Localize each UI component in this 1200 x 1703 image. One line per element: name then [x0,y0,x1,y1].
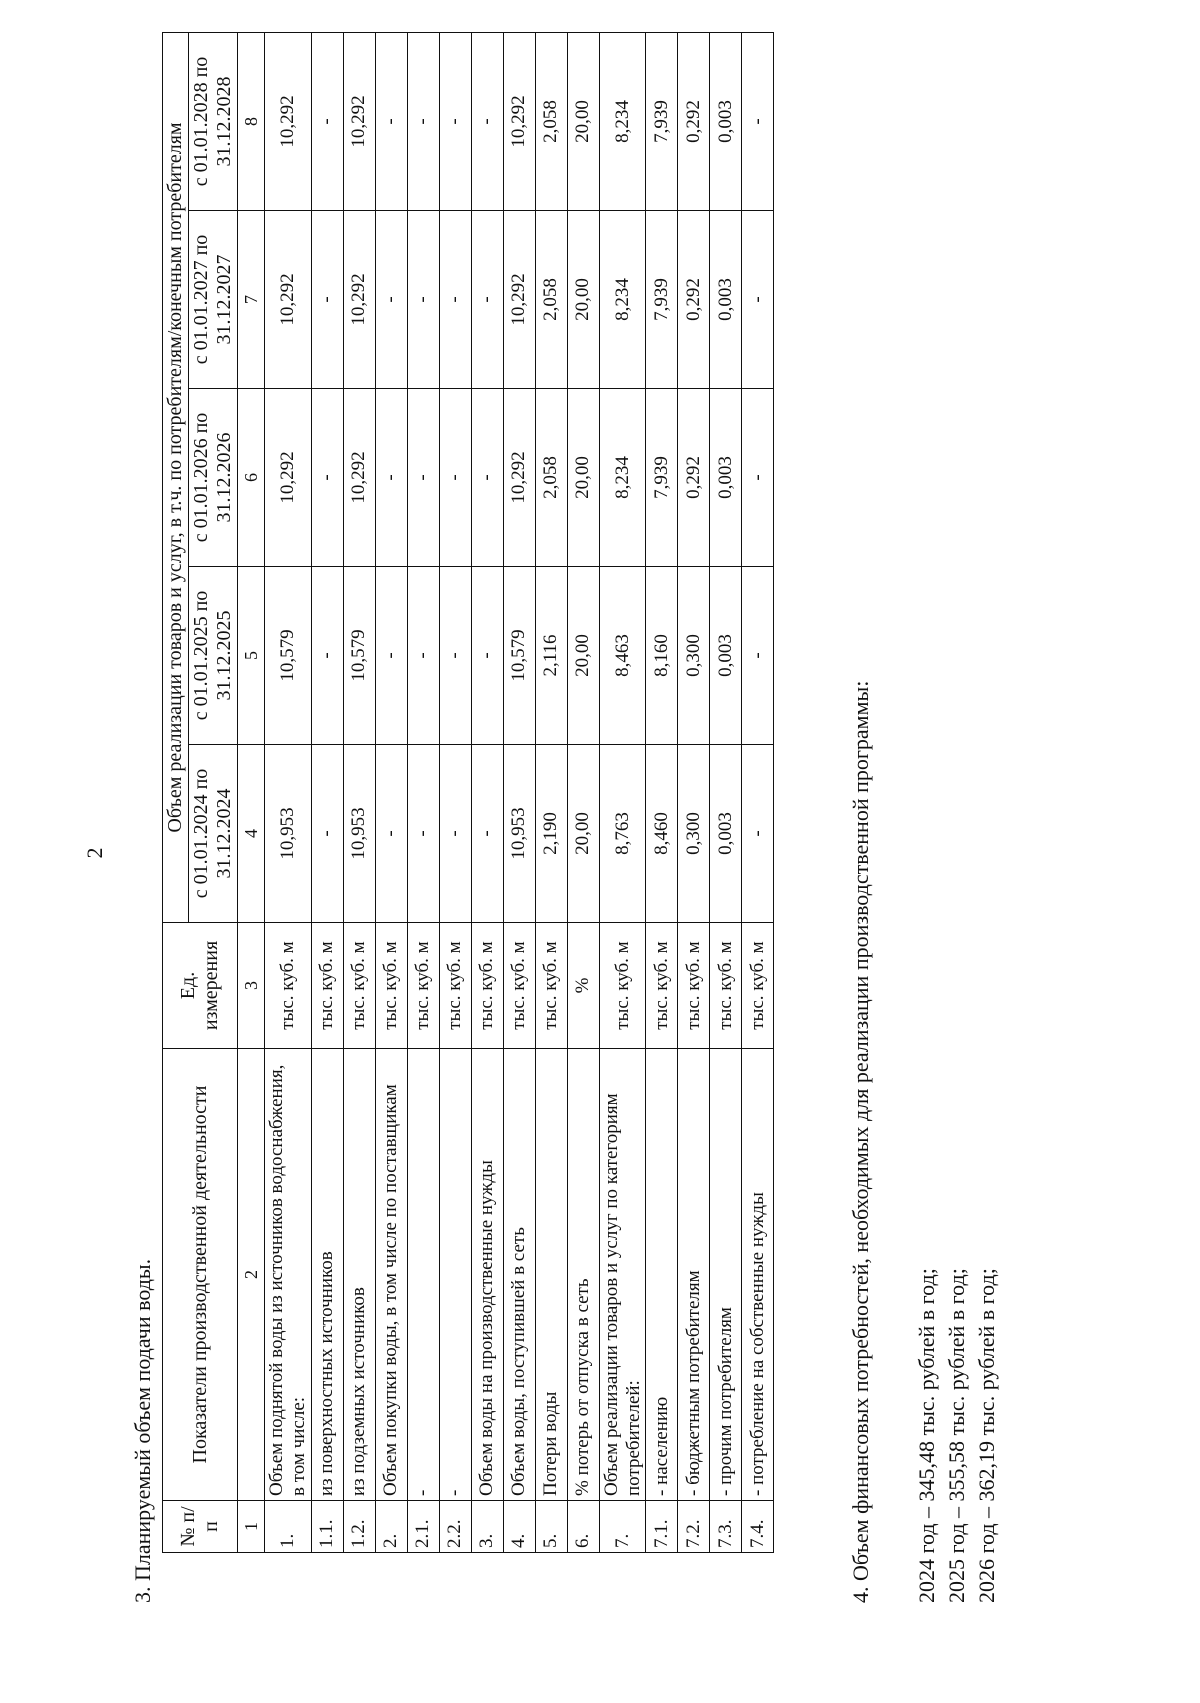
table-row [599,33,646,1553]
table-row [567,33,599,1553]
row-value: - [311,211,343,389]
row-value: - [407,211,439,389]
header-period: с 01.01.2025 по 31.12.2025 [189,567,238,745]
row-indicator: - [407,1049,439,1501]
row-unit: тыс. куб. м [742,923,774,1049]
water-supply-table [162,32,774,1553]
row-value: - [742,33,774,211]
row-value: 0,003 [710,745,742,923]
financial-needs-list [912,1268,1002,1603]
row-value: 7,939 [646,389,678,567]
row-value: 2,058 [535,389,567,567]
row-unit: % [567,923,599,1049]
column-index: 8 [238,33,265,211]
row-value: - [311,389,343,567]
section-3-title: 3. Планируемый объем подачи воды. [130,1258,155,1603]
row-value: - [407,389,439,567]
row-value: 0,292 [678,389,710,567]
row-value: - [407,567,439,745]
row-indicator: Объем реализации товаров и услуг по категориям потребителей: [599,1049,646,1501]
row-value: - [742,567,774,745]
column-index: 2 [238,1049,265,1501]
row-unit: тыс. куб. м [407,923,439,1049]
row-unit: тыс. куб. м [599,923,646,1049]
row-value: - [471,389,503,567]
row-value: 2,058 [535,211,567,389]
row-value: 8,234 [599,33,646,211]
row-indicator: Объем воды на производственные нужды [471,1049,503,1501]
row-value: - [742,211,774,389]
table-row [646,33,678,1553]
row-value: 10,292 [265,33,312,211]
column-index: 5 [238,567,265,745]
row-value: - [375,389,407,567]
row-value: 7,939 [646,33,678,211]
table-row [407,33,439,1553]
row-indicator: - [439,1049,471,1501]
column-index: 7 [238,211,265,389]
row-value: - [439,745,471,923]
row-value: 0,003 [710,389,742,567]
row-value: 8,234 [599,211,646,389]
row-value: - [311,567,343,745]
row-value: - [407,33,439,211]
water-supply-table-container [162,33,774,1553]
header-period: с 01.01.2027 по 31.12.2027 [189,211,238,389]
header-group-title: Объем реализации товаров и услуг, в т.ч. по потребителям/конечным потребителям [163,33,189,923]
table-row [503,33,535,1553]
row-value: - [471,211,503,389]
row-value: - [375,211,407,389]
row-value: 8,463 [599,567,646,745]
row-value: 2,058 [535,33,567,211]
row-value: 10,953 [265,745,312,923]
row-value: - [311,745,343,923]
row-value: 10,953 [503,745,535,923]
table-row [678,33,710,1553]
row-unit: тыс. куб. м [503,923,535,1049]
section-4-title: 4. Объем финансовых потребностей, необходимых для реализации производственной программы: [848,680,873,1603]
row-unit: тыс. куб. м [710,923,742,1049]
row-unit: тыс. куб. м [535,923,567,1049]
table-row [710,33,742,1553]
row-value: - [742,389,774,567]
row-indicator: Объем покупки воды, в том числе по поставщикам [375,1049,407,1501]
column-index: 4 [238,745,265,923]
row-value: 10,292 [343,33,375,211]
row-value: 0,300 [678,567,710,745]
row-indicator: Объем поднятой воды из источников водоснабжения, в том числе: [265,1049,312,1501]
row-value: 0,003 [710,33,742,211]
row-value: 10,579 [265,567,312,745]
header-num: № п/п [163,1501,238,1553]
row-unit: тыс. куб. м [439,923,471,1049]
row-unit: тыс. куб. м [471,923,503,1049]
row-indicator: из поверхностных источников [311,1049,343,1501]
row-value: 10,579 [503,567,535,745]
row-value: 7,939 [646,211,678,389]
row-number: 6. [567,1501,599,1553]
row-value: 20,00 [567,389,599,567]
row-value: 8,460 [646,745,678,923]
row-number: 2. [375,1501,407,1553]
row-value: - [407,745,439,923]
row-unit: тыс. куб. м [375,923,407,1049]
financial-needs-item: 2026 год – 362,19 тыс. рублей в год; [974,1268,999,1603]
row-number: 7. [599,1501,646,1553]
table-row [343,33,375,1553]
row-unit: тыс. куб. м [265,923,312,1049]
row-value: 10,292 [343,211,375,389]
table-row [471,33,503,1553]
row-value: 20,00 [567,33,599,211]
header-period: с 01.01.2024 по 31.12.2024 [189,745,238,923]
row-value: 20,00 [567,745,599,923]
row-value: - [375,33,407,211]
row-number: 2.2. [439,1501,471,1553]
page-number: 2 [82,847,107,859]
row-value: - [375,745,407,923]
column-index: 3 [238,923,265,1049]
column-index-row [238,33,265,1553]
column-index: 1 [238,1501,265,1553]
row-indicator: Объем воды, поступившей в сеть [503,1049,535,1501]
row-value: - [375,567,407,745]
row-value: 10,292 [503,389,535,567]
header-period: с 01.01.2026 по 31.12.2026 [189,389,238,567]
row-value: - [742,745,774,923]
row-value: 10,579 [343,567,375,745]
table-row [439,33,471,1553]
row-value: 0,300 [678,745,710,923]
financial-needs-item: 2024 год – 345,48 тыс. рублей в год; [914,1268,939,1603]
row-number: 7.3. [710,1501,742,1553]
financial-needs-item: 2025 год – 355,58 тыс. рублей в год; [944,1268,969,1603]
table-row [535,33,567,1553]
row-indicator: Потери воды [535,1049,567,1501]
row-unit: тыс. куб. м [311,923,343,1049]
row-value: 0,003 [710,567,742,745]
row-indicator: - прочим потребителям [710,1049,742,1501]
row-number: 4. [503,1501,535,1553]
row-number: 7.1. [646,1501,678,1553]
table-row [265,33,312,1553]
row-indicator: из подземных источников [343,1049,375,1501]
row-value: 8,763 [599,745,646,923]
row-number: 5. [535,1501,567,1553]
row-value: 0,003 [710,211,742,389]
row-number: 2.1. [407,1501,439,1553]
row-unit: тыс. куб. м [646,923,678,1049]
row-number: 1. [265,1501,312,1553]
row-value: - [311,33,343,211]
row-value: - [439,33,471,211]
row-value: 10,953 [343,745,375,923]
row-unit: тыс. куб. м [343,923,375,1049]
row-value: - [439,211,471,389]
table-row [311,33,343,1553]
row-value: - [471,567,503,745]
row-value: 0,292 [678,33,710,211]
row-value: 10,292 [503,211,535,389]
row-unit: тыс. куб. м [678,923,710,1049]
row-value: 2,116 [535,567,567,745]
row-value: 10,292 [503,33,535,211]
row-value: 10,292 [265,211,312,389]
row-value: 20,00 [567,567,599,745]
row-value: 20,00 [567,211,599,389]
row-number: 7.4. [742,1501,774,1553]
row-value: 10,292 [343,389,375,567]
row-number: 1.2. [343,1501,375,1553]
row-value: 8,234 [599,389,646,567]
row-value: 0,292 [678,211,710,389]
row-indicator: - бюджетным потребителям [678,1049,710,1501]
row-indicator: - потребление на собственные нужды [742,1049,774,1501]
row-value: - [471,745,503,923]
header-unit: Ед. измерения [163,923,238,1049]
table-row [375,33,407,1553]
table-row [742,33,774,1553]
row-indicator: % потерь от отпуска в сеть [567,1049,599,1501]
row-value: - [439,389,471,567]
column-index: 6 [238,389,265,567]
row-number: 7.2. [678,1501,710,1553]
row-number: 3. [471,1501,503,1553]
row-value: 10,292 [265,389,312,567]
row-value: 8,160 [646,567,678,745]
row-indicator: - населению [646,1049,678,1501]
header-period: с 01.01.2028 по 31.12.2028 [189,33,238,211]
row-value: 2,190 [535,745,567,923]
row-value: - [439,567,471,745]
header-indicator: Показатели производственной деятельности [163,1049,238,1501]
row-value: - [471,33,503,211]
row-number: 1.1. [311,1501,343,1553]
